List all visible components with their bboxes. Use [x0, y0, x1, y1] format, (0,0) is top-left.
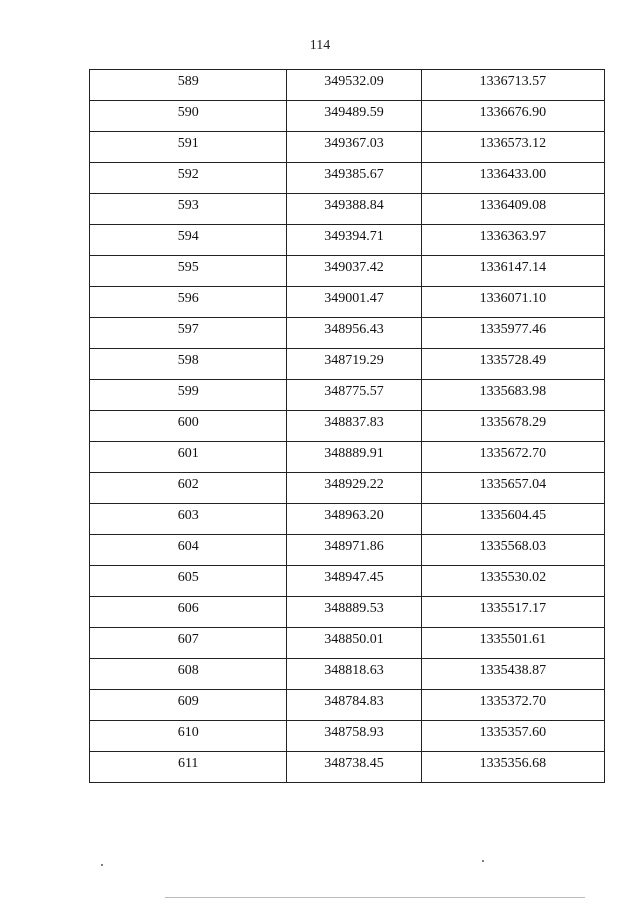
- point-id-cell-text: 604: [177, 539, 199, 554]
- table-row: [90, 132, 605, 163]
- table-row: [90, 628, 605, 659]
- point-id-cell: [90, 752, 287, 783]
- scan-speck: [101, 864, 103, 866]
- x-coordinate-cell-text: 348947.45: [324, 570, 384, 585]
- y-coordinate-cell-text: 1336071.10: [479, 291, 547, 306]
- y-coordinate-cell: [421, 380, 604, 411]
- point-id-cell: [90, 535, 287, 566]
- point-id-cell: [90, 225, 287, 256]
- y-coordinate-cell: [421, 752, 604, 783]
- table-row: [90, 659, 605, 690]
- x-coordinate-cell-text: 348963.20: [324, 508, 384, 523]
- y-coordinate-cell: [421, 442, 604, 473]
- y-coordinate-cell: [421, 163, 604, 194]
- y-coordinate-cell-text: 1335728.49: [479, 353, 547, 368]
- point-id-cell: [90, 566, 287, 597]
- x-coordinate-cell: [287, 194, 421, 225]
- table-row: [90, 194, 605, 225]
- point-id-cell-text: 599: [177, 384, 199, 399]
- x-coordinate-cell-text: 348738.45: [324, 756, 384, 771]
- x-coordinate-cell: [287, 504, 421, 535]
- point-id-cell-text: 609: [177, 694, 199, 709]
- x-coordinate-cell-text: 348971.86: [324, 539, 384, 554]
- y-coordinate-cell: [421, 225, 604, 256]
- point-id-cell: [90, 659, 287, 690]
- page-number: 114: [309, 38, 331, 53]
- y-coordinate-cell: [421, 194, 604, 225]
- y-coordinate-cell: [421, 349, 604, 380]
- point-id-cell: [90, 411, 287, 442]
- table-row: [90, 752, 605, 783]
- point-id-cell: [90, 349, 287, 380]
- table-row: [90, 101, 605, 132]
- point-id-cell: [90, 690, 287, 721]
- x-coordinate-cell-text: 348850.01: [324, 632, 384, 647]
- x-coordinate-cell-text: 349001.47: [324, 291, 384, 306]
- point-id-cell-text: 607: [177, 632, 199, 647]
- table-row: [90, 597, 605, 628]
- y-coordinate-cell: [421, 411, 604, 442]
- x-coordinate-cell-text: 348784.83: [324, 694, 384, 709]
- table-row: [90, 535, 605, 566]
- x-coordinate-cell: [287, 225, 421, 256]
- x-coordinate-cell: [287, 628, 421, 659]
- table-row: [90, 256, 605, 287]
- y-coordinate-cell-text: 1335604.45: [479, 508, 547, 523]
- y-coordinate-cell: [421, 132, 604, 163]
- point-id-cell-text: 597: [177, 322, 199, 337]
- y-coordinate-cell-text: 1336676.90: [479, 105, 547, 120]
- table-row: [90, 163, 605, 194]
- point-id-cell-text: 611: [177, 756, 199, 771]
- x-coordinate-cell: [287, 535, 421, 566]
- y-coordinate-cell-text: 1335530.02: [479, 570, 547, 585]
- x-coordinate-cell: [287, 380, 421, 411]
- x-coordinate-cell: [287, 411, 421, 442]
- x-coordinate-cell-text: 348818.63: [324, 663, 384, 678]
- table-row: [90, 287, 605, 318]
- y-coordinate-cell: [421, 287, 604, 318]
- y-coordinate-cell-text: 1336363.97: [479, 229, 547, 244]
- point-id-cell-text: 589: [177, 74, 199, 89]
- point-id-cell: [90, 721, 287, 752]
- point-id-cell: [90, 442, 287, 473]
- x-coordinate-cell-text: 349037.42: [324, 260, 384, 275]
- table-row: [90, 504, 605, 535]
- x-coordinate-cell-text: 349388.84: [324, 198, 384, 213]
- coordinate-table-body: [90, 70, 605, 783]
- y-coordinate-cell: [421, 566, 604, 597]
- x-coordinate-cell-text: 348775.57: [324, 384, 384, 399]
- y-coordinate-cell: [421, 256, 604, 287]
- y-coordinate-cell: [421, 628, 604, 659]
- y-coordinate-cell-text: 1335678.29: [479, 415, 547, 430]
- point-id-cell: [90, 132, 287, 163]
- y-coordinate-cell: [421, 597, 604, 628]
- y-coordinate-cell-text: 1335517.17: [479, 601, 547, 616]
- y-coordinate-cell-text: 1335372.70: [479, 694, 547, 709]
- point-id-cell: [90, 70, 287, 101]
- y-coordinate-cell-text: 1335568.03: [479, 539, 547, 554]
- coordinate-table: [89, 69, 605, 783]
- y-coordinate-cell: [421, 101, 604, 132]
- x-coordinate-cell-text: 348837.83: [324, 415, 384, 430]
- table-row: [90, 442, 605, 473]
- x-coordinate-cell-text: 348889.91: [324, 446, 384, 461]
- point-id-cell: [90, 287, 287, 318]
- x-coordinate-cell-text: 348758.93: [324, 725, 384, 740]
- point-id-cell-text: 601: [177, 446, 199, 461]
- y-coordinate-cell-text: 1335357.60: [479, 725, 547, 740]
- x-coordinate-cell-text: 348929.22: [324, 477, 384, 492]
- table-row: [90, 349, 605, 380]
- x-coordinate-cell: [287, 442, 421, 473]
- x-coordinate-cell: [287, 597, 421, 628]
- x-coordinate-cell-text: 349532.09: [324, 74, 384, 89]
- y-coordinate-cell-text: 1335683.98: [479, 384, 547, 399]
- x-coordinate-cell: [287, 256, 421, 287]
- x-coordinate-cell: [287, 70, 421, 101]
- point-id-cell-text: 592: [177, 167, 199, 182]
- table-row: [90, 721, 605, 752]
- x-coordinate-cell: [287, 349, 421, 380]
- y-coordinate-cell-text: 1336409.08: [479, 198, 547, 213]
- x-coordinate-cell: [287, 690, 421, 721]
- y-coordinate-cell: [421, 318, 604, 349]
- point-id-cell: [90, 597, 287, 628]
- x-coordinate-cell: [287, 721, 421, 752]
- point-id-cell-text: 591: [177, 136, 199, 151]
- point-id-cell-text: 606: [177, 601, 199, 616]
- y-coordinate-cell-text: 1335438.87: [479, 663, 547, 678]
- point-id-cell: [90, 380, 287, 411]
- x-coordinate-cell: [287, 318, 421, 349]
- point-id-cell-text: 602: [177, 477, 199, 492]
- point-id-cell-text: 595: [177, 260, 199, 275]
- point-id-cell: [90, 194, 287, 225]
- point-id-cell-text: 605: [177, 570, 199, 585]
- x-coordinate-cell: [287, 659, 421, 690]
- point-id-cell: [90, 504, 287, 535]
- y-coordinate-cell: [421, 70, 604, 101]
- point-id-cell-text: 608: [177, 663, 199, 678]
- x-coordinate-cell: [287, 163, 421, 194]
- y-coordinate-cell-text: 1336147.14: [479, 260, 547, 275]
- y-coordinate-cell: [421, 504, 604, 535]
- table-row: [90, 380, 605, 411]
- point-id-cell: [90, 473, 287, 504]
- point-id-cell-text: 596: [177, 291, 199, 306]
- point-id-cell-text: 603: [177, 508, 199, 523]
- y-coordinate-cell: [421, 473, 604, 504]
- x-coordinate-cell: [287, 752, 421, 783]
- x-coordinate-cell: [287, 287, 421, 318]
- y-coordinate-cell-text: 1335672.70: [479, 446, 547, 461]
- y-coordinate-cell-text: 1335657.04: [479, 477, 547, 492]
- y-coordinate-cell-text: 1335977.46: [479, 322, 547, 337]
- y-coordinate-cell-text: 1336713.57: [479, 74, 547, 89]
- y-coordinate-cell: [421, 721, 604, 752]
- point-id-cell: [90, 628, 287, 659]
- table-row: [90, 225, 605, 256]
- y-coordinate-cell-text: 1335501.61: [479, 632, 547, 647]
- point-id-cell-text: 610: [177, 725, 199, 740]
- y-coordinate-cell: [421, 659, 604, 690]
- point-id-cell-text: 598: [177, 353, 199, 368]
- x-coordinate-cell-text: 349394.71: [324, 229, 384, 244]
- y-coordinate-cell-text: 1336573.12: [479, 136, 547, 151]
- point-id-cell-text: 600: [177, 415, 199, 430]
- table-row: [90, 566, 605, 597]
- y-coordinate-cell-text: 1336433.00: [479, 167, 547, 182]
- x-coordinate-cell-text: 349385.67: [324, 167, 384, 182]
- page-bottom-edge: [165, 897, 585, 898]
- y-coordinate-cell-text: 1335356.68: [479, 756, 547, 771]
- table-row: [90, 473, 605, 504]
- point-id-cell: [90, 318, 287, 349]
- x-coordinate-cell-text: 348719.29: [324, 353, 384, 368]
- x-coordinate-cell-text: 349367.03: [324, 136, 384, 151]
- x-coordinate-cell: [287, 132, 421, 163]
- table-row: [90, 411, 605, 442]
- y-coordinate-cell: [421, 535, 604, 566]
- table-row: [90, 690, 605, 721]
- point-id-cell: [90, 163, 287, 194]
- x-coordinate-cell-text: 349489.59: [324, 105, 384, 120]
- point-id-cell-text: 590: [177, 105, 199, 120]
- x-coordinate-cell: [287, 566, 421, 597]
- table-row: [90, 70, 605, 101]
- y-coordinate-cell: [421, 690, 604, 721]
- point-id-cell: [90, 256, 287, 287]
- table-row: [90, 318, 605, 349]
- x-coordinate-cell: [287, 473, 421, 504]
- x-coordinate-cell-text: 348889.53: [324, 601, 384, 616]
- x-coordinate-cell-text: 348956.43: [324, 322, 384, 337]
- point-id-cell-text: 594: [177, 229, 199, 244]
- point-id-cell: [90, 101, 287, 132]
- point-id-cell-text: 593: [177, 198, 199, 213]
- x-coordinate-cell: [287, 101, 421, 132]
- scan-speck: [482, 860, 484, 862]
